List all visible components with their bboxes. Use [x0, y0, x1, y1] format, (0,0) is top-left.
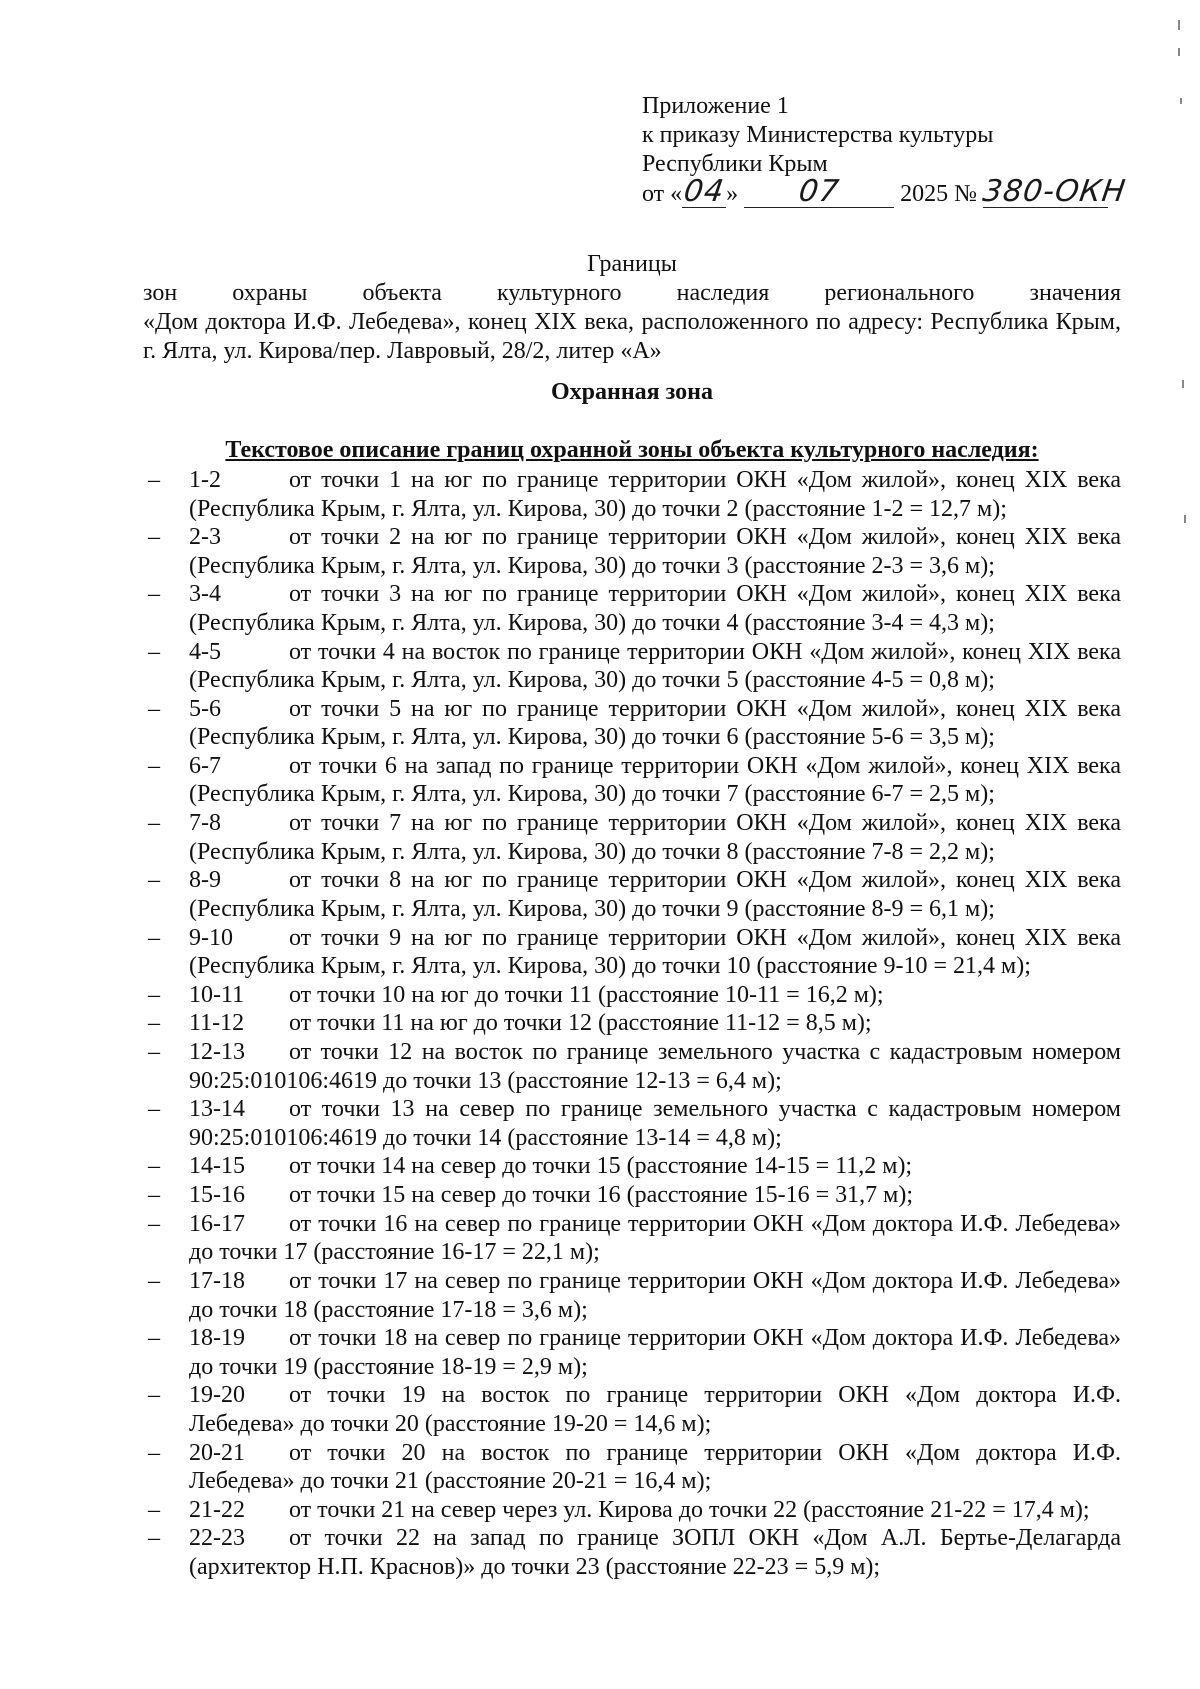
segment-description	[189, 1038, 1121, 1095]
segment-text: от точки 14 на север до точки 15 (расстояние 14-15 = 11,2 м);	[289, 1153, 913, 1180]
list-dash: –	[148, 810, 160, 837]
segment-text: от точки 8 на юг по границе территории ОКН «Дом жилой», конец XIX века (Республика Крым, г. Ялта, ул. Кирова, 30) до точки 9 (расстояние 8-9 = 6,1 м);	[189, 867, 1121, 922]
appendix-line-2: к приказу Министерства культуры	[642, 122, 994, 148]
list-item	[0, 1009, 1121, 1038]
segment-code: 13-14	[189, 1096, 245, 1123]
scan-mark	[1182, 380, 1184, 388]
segment-text: от точки 21 на север через ул. Кирова до точки 22 (расстояние 21-22 = 17,4 м);	[289, 1496, 1090, 1523]
appendix-date-line	[642, 174, 1162, 209]
list-dash: –	[148, 1210, 160, 1237]
day-suffix: »	[726, 181, 739, 207]
list-item	[0, 1095, 1121, 1152]
list-dash: –	[148, 1382, 160, 1409]
list-item	[0, 1496, 1121, 1525]
segment-code: 4-5	[189, 638, 221, 665]
handwritten-day: 04	[681, 174, 727, 209]
segment-description	[189, 1210, 1121, 1267]
handwritten-number: 380-ОКН	[980, 174, 1129, 209]
year-and-number-label: 2025 №	[900, 181, 978, 207]
segment-description	[189, 1267, 1121, 1324]
segment-description	[189, 638, 1121, 695]
title-heading: Границы	[587, 251, 677, 277]
segment-code: 1-2	[189, 467, 221, 493]
list-dash: –	[148, 1439, 160, 1466]
segment-code: 3-4	[189, 581, 221, 608]
segment-text: от точки 5 на юг по границе территории ОКН «Дом жилой», конец XIX века (Республика Крым, г. Ялта, ул. Кирова, 30) до точки 6 (расстояние 5-6 = 3,5 м);	[189, 695, 1121, 751]
title-rest: «Дом доктора И.Ф. Лебедева», конец XIX века, расположенного по адресу: Республика Крым, г. Ялта, ул. Кирова/пер. Лавровый, 28/2, литер «А»	[143, 309, 1121, 364]
segment-description	[189, 981, 1121, 1010]
segment-description	[189, 1381, 1121, 1438]
segment-description	[189, 466, 1121, 523]
segment-code: 22-23	[189, 1525, 245, 1552]
segment-text: от точки 7 на юг по границе территории ОКН «Дом жилой», конец XIX века (Республика Крым, г. Ялта, ул. Кирова, 30) до точки 8 (расстояние 7-8 = 2,2 м);	[189, 810, 1121, 865]
segment-text: от точки 18 на север по границе территории ОКН «Дом доктора И.Ф. Лебедева» до точки 19 (расстояние 18-19 = 2,9 м);	[189, 1325, 1121, 1380]
segment-text: от точки 2 на юг по границе территории ОКН «Дом жилой», конец XIX века (Республика Крым, г. Ялта, ул. Кирова, 30) до точки 3 (расстояние 2-3 = 3,6 м);	[189, 524, 1121, 579]
description-heading	[143, 436, 1121, 464]
appendix-line-1: Приложение 1	[642, 93, 789, 119]
list-item	[0, 466, 1121, 523]
segment-text: от точки 4 на восток по границе территории ОКН «Дом жилой», конец XIX века (Республика Крым, г. Ялта, ул. Кирова, 30) до точки 5 (расстояние 4-5 = 0,8 м);	[189, 638, 1121, 694]
segment-code: 19-20	[189, 1382, 245, 1409]
segment-code: 12-13	[189, 1039, 245, 1066]
list-item	[0, 1152, 1121, 1181]
scan-mark	[1180, 98, 1182, 104]
list-dash: –	[148, 981, 160, 1008]
segment-description	[189, 1181, 1121, 1210]
segment-code: 15-16	[189, 1182, 245, 1209]
list-dash: –	[148, 1153, 160, 1180]
segment-text: от точки 19 на восток по границе территории ОКН «Дом доктора И.Ф. Лебедева» до точки 20 (расстояние 19-20 = 14,6 м);	[189, 1382, 1121, 1437]
segment-description	[189, 1524, 1121, 1581]
segment-code: 6-7	[189, 752, 221, 779]
segment-text: от точки 12 на восток по границе земельного участка с кадастровым номером 90:25:010106:4619 до точки 13 (расстояние 12-13 = 6,4 м);	[189, 1039, 1121, 1094]
list-dash: –	[148, 581, 160, 608]
date-prefix: от «	[642, 181, 683, 207]
segment-code: 5-6	[189, 695, 221, 722]
list-item	[0, 809, 1121, 866]
boundary-list	[0, 466, 1200, 1582]
segment-code: 17-18	[189, 1268, 245, 1294]
list-dash: –	[148, 467, 160, 493]
segment-code: 16-17	[189, 1210, 245, 1237]
list-item	[0, 1524, 1121, 1581]
list-dash: –	[148, 867, 160, 894]
segment-code: 18-19	[189, 1325, 245, 1352]
segment-code: 7-8	[189, 810, 221, 837]
segment-code: 10-11	[189, 981, 245, 1008]
appendix-line-3: Республики Крым	[642, 151, 828, 177]
segment-description	[189, 1439, 1121, 1496]
day-field	[681, 174, 727, 209]
segment-description	[189, 523, 1121, 580]
segment-description	[189, 924, 1121, 981]
scan-mark	[1178, 20, 1180, 30]
segment-description	[189, 752, 1121, 809]
segment-code: 8-9	[189, 867, 221, 894]
scan-mark	[1178, 48, 1180, 56]
segment-text: от точки 15 на север до точки 16 (расстояние 15-16 = 31,7 м);	[289, 1182, 913, 1209]
list-dash: –	[148, 1525, 160, 1552]
list-item	[0, 981, 1121, 1010]
segment-description	[189, 809, 1121, 866]
list-item	[0, 752, 1121, 809]
segment-text: от точки 13 на север по границе земельного участка с кадастровым номером 90:25:010106:4619 до точки 14 (расстояние 13-14 = 4,8 м);	[189, 1096, 1121, 1151]
list-dash: –	[148, 695, 160, 722]
segment-description	[189, 866, 1121, 923]
zone-heading: Охранная зона	[551, 379, 713, 405]
segment-code: 11-12	[189, 1010, 245, 1037]
list-dash: –	[148, 1039, 160, 1066]
list-dash: –	[148, 1325, 160, 1352]
list-item	[0, 866, 1121, 923]
segment-description	[189, 580, 1121, 637]
segment-text: от точки 20 на восток по границе территории ОКН «Дом доктора И.Ф. Лебедева» до точки 21 (расстояние 20-21 = 16,4 м);	[189, 1439, 1121, 1495]
segment-code: 14-15	[189, 1153, 245, 1180]
list-item	[0, 1439, 1121, 1496]
month-field	[744, 174, 894, 209]
segment-text: от точки 9 на юг по границе территории ОКН «Дом жилой», конец XIX века (Республика Крым, г. Ялта, ул. Кирова, 30) до точки 10 (расстояние 9-10 = 21,4 м);	[189, 924, 1121, 979]
list-item	[0, 523, 1121, 580]
list-item	[0, 1381, 1121, 1438]
list-dash: –	[148, 638, 160, 665]
segment-description	[189, 695, 1121, 752]
description-heading-text: Текстовое описание границ охранной зоны объекта культурного наследия:	[225, 437, 1039, 463]
list-item	[0, 580, 1121, 637]
list-item	[0, 924, 1121, 981]
list-dash: –	[148, 1268, 160, 1294]
list-dash: –	[148, 752, 160, 779]
list-item	[0, 1267, 1121, 1324]
list-item	[0, 1210, 1121, 1267]
segment-text: от точки 16 на север по границе территории ОКН «Дом доктора И.Ф. Лебедева» до точки 17 (расстояние 16-17 = 22,1 м);	[189, 1210, 1121, 1266]
segment-description	[189, 1496, 1121, 1525]
appendix-header	[642, 92, 1162, 209]
segment-text: от точки 11 на юг до точки 12 (расстояние 11-12 = 8,5 м);	[289, 1010, 872, 1037]
list-item	[0, 1181, 1121, 1210]
title-line-1: зон охраны объекта культурного наследия регионального значения	[143, 280, 1121, 306]
segment-description	[189, 1152, 1121, 1181]
list-dash: –	[148, 924, 160, 951]
list-item	[0, 638, 1121, 695]
list-item	[0, 1324, 1121, 1381]
segment-description	[189, 1095, 1121, 1152]
segment-description	[189, 1324, 1121, 1381]
segment-text: от точки 22 на запад по границе ЗОПЛ ОКН «Дом А.Л. Бертье-Делагарда (архитектор Н.П. Краснов)» до точки 23 (расстояние 22-23 = 5,9 м);	[189, 1525, 1121, 1580]
list-dash: –	[148, 524, 160, 551]
segment-code: 20-21	[189, 1439, 245, 1466]
list-dash: –	[148, 1496, 160, 1523]
document-title	[143, 250, 1121, 366]
segment-code: 21-22	[189, 1496, 245, 1523]
segment-text: от точки 17 на север по границе территории ОКН «Дом доктора И.Ф. Лебедева» до точки 18 (расстояние 17-18 = 3,6 м);	[189, 1268, 1121, 1323]
segment-description	[189, 1009, 1121, 1038]
segment-text: от точки 6 на запад по границе территории ОКН «Дом жилой», конец XIX века (Республика Крым, г. Ялта, ул. Кирова, 30) до точки 7 (расстояние 6-7 = 2,5 м);	[189, 752, 1121, 808]
list-dash: –	[148, 1010, 160, 1037]
list-item	[0, 695, 1121, 752]
segment-code: 9-10	[189, 924, 233, 951]
list-dash: –	[148, 1182, 160, 1209]
handwritten-month: 07	[796, 174, 842, 209]
segment-text: от точки 1 на юг по границе территории ОКН «Дом жилой», конец XIX века (Республика Крым, г. Ялта, ул. Кирова, 30) до точки 2 (расстояние 1-2 = 12,7 м);	[189, 467, 1121, 522]
number-field	[980, 174, 1129, 209]
segment-text: от точки 10 на юг до точки 11 (расстояние 10-11 = 16,2 м);	[289, 981, 884, 1008]
list-item	[0, 1038, 1121, 1095]
list-dash: –	[148, 1096, 160, 1123]
segment-code: 2-3	[189, 524, 221, 551]
segment-text: от точки 3 на юг по границе территории ОКН «Дом жилой», конец XIX века (Республика Крым, г. Ялта, ул. Кирова, 30) до точки 4 (расстояние 3-4 = 4,3 м);	[189, 581, 1121, 636]
